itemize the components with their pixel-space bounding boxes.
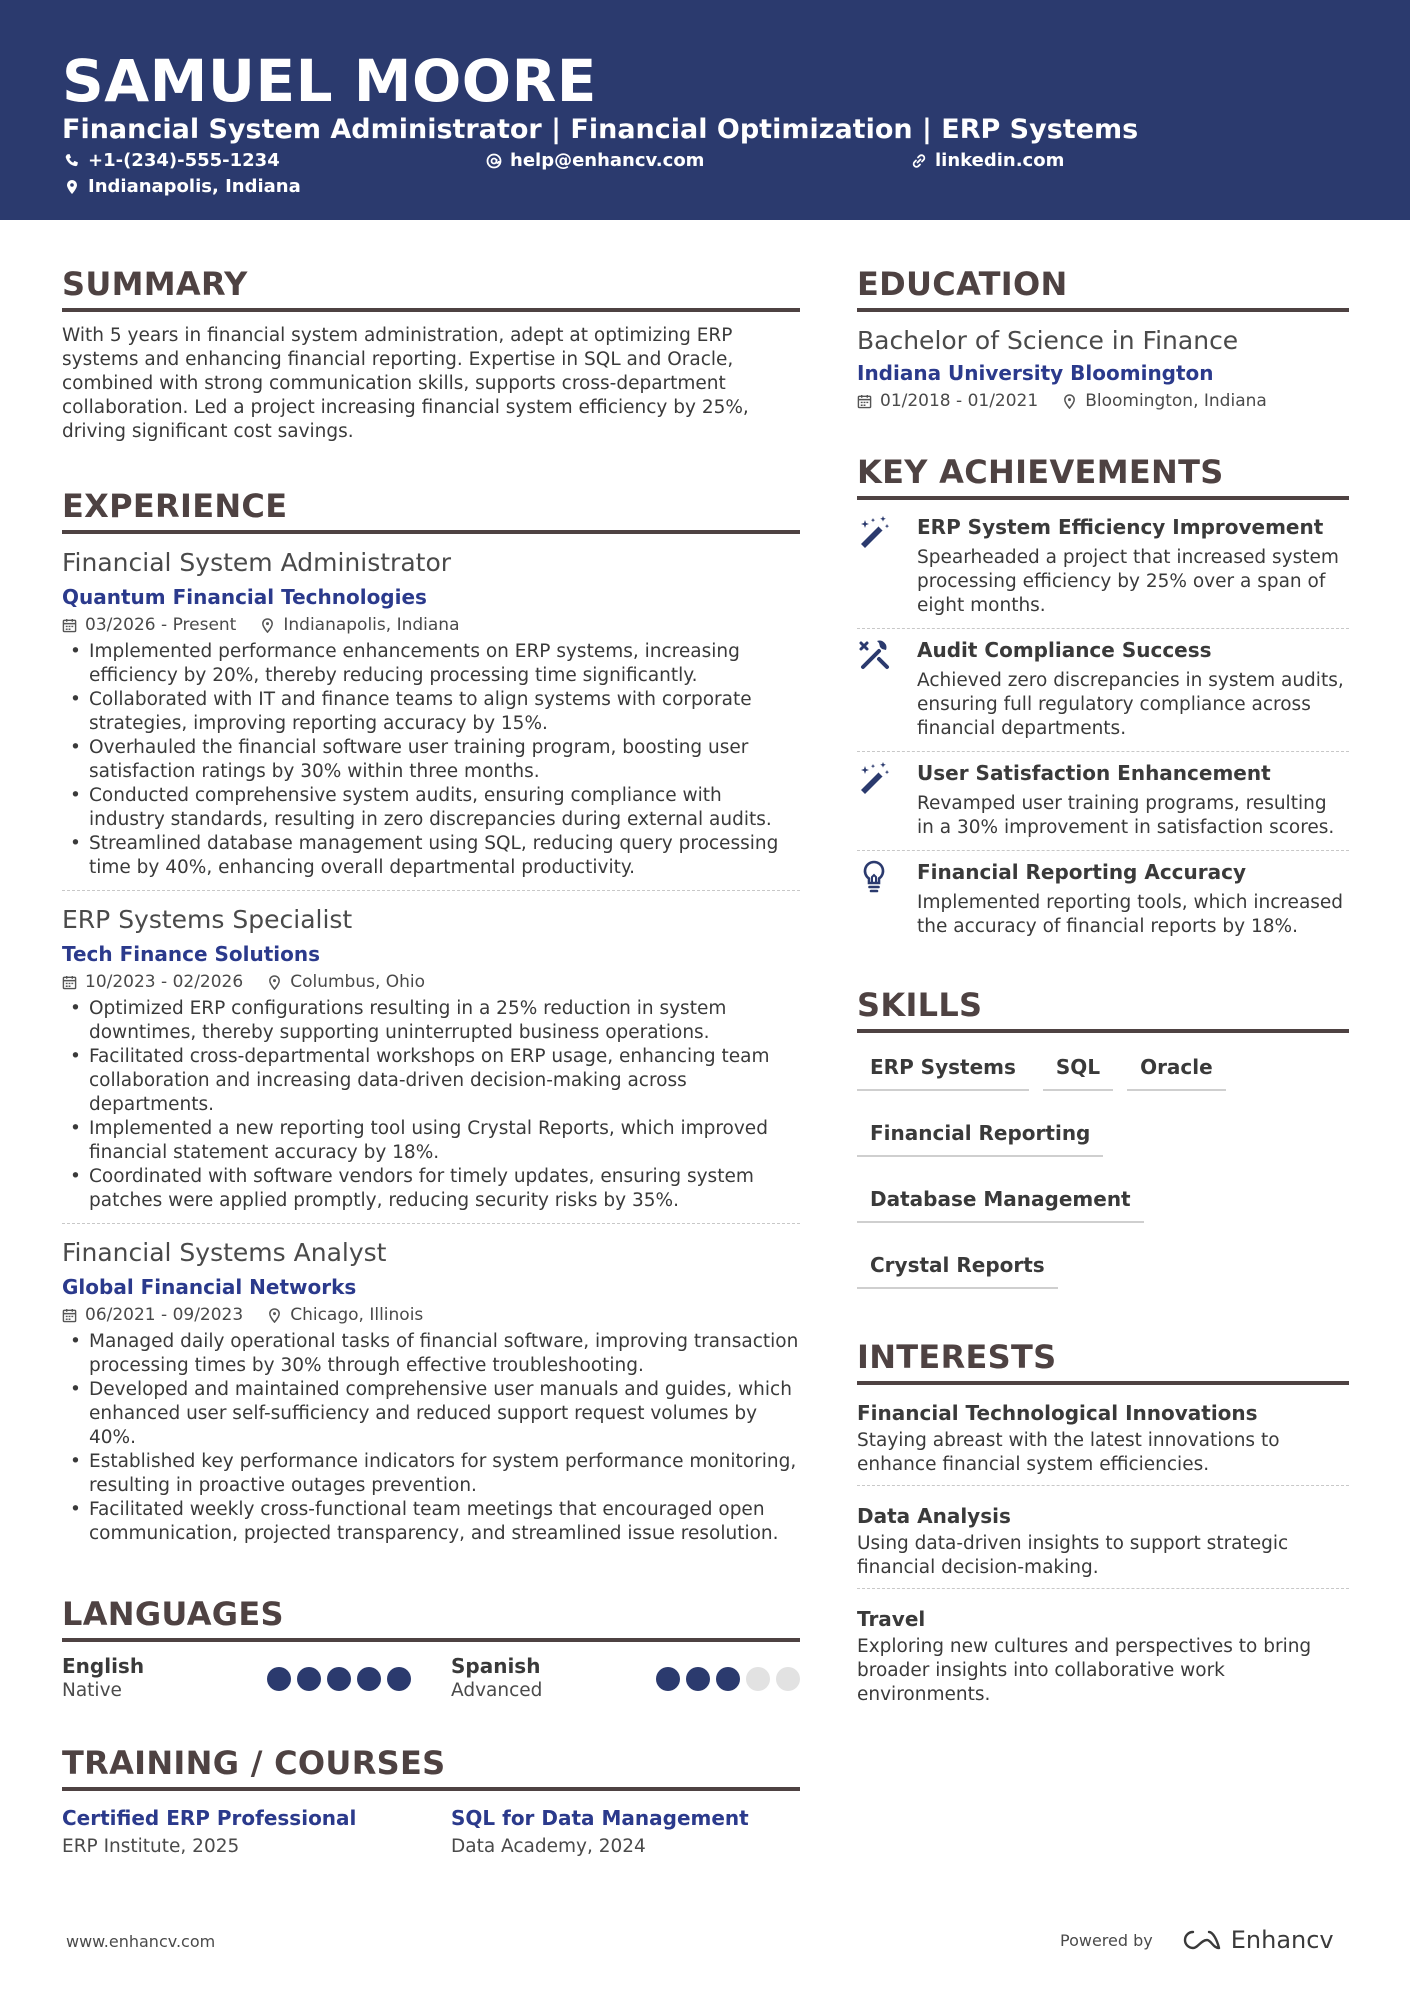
company-name: Global Financial Networks — [62, 1275, 357, 1299]
experience-section — [62, 484, 800, 1556]
location-pin-icon — [267, 1308, 282, 1323]
location-pin-icon — [267, 975, 282, 990]
left-column — [62, 262, 800, 1901]
magic-wand-icon — [857, 760, 891, 794]
interest-item — [857, 1500, 1349, 1589]
location-text: Indianapolis, Indiana — [88, 176, 301, 197]
job-bullet: • Overhauled the financial software user training program, boosting user satisfaction ratings by 30% within three months. — [62, 736, 800, 784]
education-degree: Bachelor of Science in Finance — [857, 326, 1239, 355]
achievement-item — [857, 851, 1349, 949]
interest-desc: Exploring new cultures and perspectives to bring broader insights into collaborative work environments. — [857, 1636, 1312, 1705]
language-rating — [656, 1667, 800, 1691]
summary-text: With 5 years in financial system administration, adept at optimizing ERP systems and enhancing financial reporting. Expertise in SQL and Oracle, combined with strong communication skills, supports cross-department collaboration. Led a project increasing financial system efficiency by 25%, driving significant cost savings. — [62, 325, 749, 442]
course-detail: Data Academy, 2024 — [451, 1836, 646, 1857]
job-dates: 06/2021 - 09/2023 — [62, 1302, 243, 1328]
footer-branding — [1060, 1926, 1334, 1954]
interest-desc: Staying abreast with the latest innovations to enhance financial system efficiencies. — [857, 1430, 1280, 1475]
achievement-desc: Revamped user training programs, resulting in a 30% improvement in satisfaction scores. — [917, 793, 1335, 838]
tools-icon — [857, 637, 891, 671]
experience-list — [62, 546, 800, 1556]
achievement-desc: Achieved zero discrepancies in system audits, ensuring full regulatory compliance across financial departments. — [917, 670, 1344, 739]
job-location: Indianapolis, Indiana — [260, 612, 459, 638]
rating-dot — [686, 1667, 710, 1691]
rating-dot — [716, 1667, 740, 1691]
achievement-item — [857, 506, 1349, 629]
rating-dot — [746, 1667, 770, 1691]
achievement-body — [917, 758, 1349, 840]
achievements-list — [857, 506, 1349, 949]
education-dates: 01/2018 - 01/2021 — [857, 388, 1038, 414]
language-level: Advanced — [451, 1680, 543, 1701]
languages-section — [62, 1592, 800, 1703]
summary-section — [62, 262, 800, 444]
skill-tag: Crystal Reports — [857, 1243, 1058, 1289]
candidate-name: SAMUEL MOORE — [62, 47, 597, 115]
job-bullet: • Conducted comprehensive system audits, ensuring compliance with industry standards, resulting in zero discrepancies during external audits. — [62, 784, 800, 832]
interests-section — [857, 1335, 1349, 1715]
job-meta — [62, 1302, 800, 1328]
language-text — [62, 1654, 144, 1703]
job-dates: 10/2023 - 02/2026 — [62, 969, 243, 995]
achievement-title: ERP System Efficiency Improvement — [917, 515, 1324, 539]
job-title: Financial System Administrator — [62, 548, 452, 577]
training-heading: TRAINING / COURSES — [62, 1741, 800, 1791]
candidate-tagline: Financial System Administrator | Financial Optimization | ERP Systems — [62, 114, 1139, 145]
language-item — [451, 1654, 800, 1703]
education-meta — [857, 388, 1349, 414]
job-bullet: • Managed daily operational tasks of financial software, improving transaction processing times by 30% through effective troubleshooting. — [62, 1330, 800, 1378]
education-heading: EDUCATION — [857, 262, 1349, 312]
achievement-title: Audit Compliance Success — [917, 638, 1212, 662]
experience-item — [62, 546, 800, 891]
achievement-icon-wrap — [857, 758, 917, 840]
language-name: English — [62, 1654, 145, 1678]
language-rating — [267, 1667, 411, 1691]
job-bullet: • Coordinated with software vendors for timely updates, ensuring system patches were applied promptly, reducing security risks by 35%. — [62, 1165, 800, 1213]
language-name: Spanish — [451, 1654, 541, 1678]
interest-title: Data Analysis — [857, 1504, 1011, 1528]
enhancv-logo[interactable] — [1179, 1926, 1334, 1954]
right-column — [857, 262, 1349, 1755]
achievement-icon-wrap — [857, 857, 917, 939]
achievement-body — [917, 857, 1349, 939]
achievement-body — [917, 635, 1349, 741]
interests-heading: INTERESTS — [857, 1335, 1349, 1385]
achievement-item — [857, 629, 1349, 752]
achievements-section — [857, 450, 1349, 949]
language-level: Native — [62, 1680, 122, 1701]
rating-dot — [267, 1667, 291, 1691]
enhancv-logo-icon — [1179, 1928, 1223, 1952]
job-bullets — [62, 1330, 800, 1546]
achievement-icon-wrap — [857, 635, 917, 741]
interest-desc: Using data-driven insights to support strategic financial decision-making. — [857, 1533, 1289, 1578]
linkedin-text[interactable]: linkedin.com — [935, 150, 1065, 171]
job-bullet: • Established key performance indicators for system performance monitoring, resulting in proactive outages prevention. — [62, 1450, 800, 1498]
rating-dot — [297, 1667, 321, 1691]
skill-tag: Oracle — [1127, 1045, 1226, 1091]
contact-linkedin — [911, 149, 1064, 173]
contact-phone — [64, 149, 280, 173]
skills-section — [857, 983, 1349, 1309]
training-section — [62, 1741, 800, 1861]
achievement-title: Financial Reporting Accuracy — [917, 860, 1247, 884]
job-bullet: • Facilitated cross-departmental workshops on ERP usage, enhancing team collaboration and increasing data-driven decision-making across departments. — [62, 1045, 800, 1117]
language-item — [62, 1654, 451, 1703]
course-name: SQL for Data Management — [451, 1806, 749, 1830]
experience-heading: EXPERIENCE — [62, 484, 800, 534]
location-pin-icon — [260, 618, 275, 633]
calendar-icon — [62, 618, 77, 633]
language-text — [451, 1654, 542, 1703]
training-list — [62, 1803, 800, 1861]
interest-title: Financial Technological Innovations — [857, 1401, 1258, 1425]
course-item — [451, 1803, 800, 1861]
achievement-desc: Spearheaded a project that increased system processing efficiency by 25% over a span of eight months. — [917, 547, 1339, 616]
rating-dot — [656, 1667, 680, 1691]
achievements-heading: KEY ACHIEVEMENTS — [857, 450, 1349, 500]
rating-dot — [327, 1667, 351, 1691]
job-bullet: • Collaborated with IT and finance teams to align systems with corporate strategies, improving reporting accuracy by 15%. — [62, 688, 800, 736]
job-title: ERP Systems Specialist — [62, 905, 353, 934]
achievement-title: User Satisfaction Enhancement — [917, 761, 1271, 785]
email-text[interactable]: help@enhancv.com — [510, 150, 705, 171]
calendar-icon — [857, 394, 872, 409]
job-bullet: • Implemented performance enhancements on ERP systems, increasing efficiency by 20%, thereby reducing processing time significantly. — [62, 640, 800, 688]
course-item — [62, 1803, 451, 1861]
job-dates: 03/2026 - Present — [62, 612, 236, 638]
job-bullet: • Developed and maintained comprehensive user manuals and guides, which enhanced user self-sufficiency and reduced support request volumes by 40%. — [62, 1378, 800, 1450]
job-title: Financial Systems Analyst — [62, 1238, 387, 1267]
course-name: Certified ERP Professional — [62, 1806, 357, 1830]
achievement-item — [857, 752, 1349, 851]
job-bullet: • Implemented a new reporting tool using Crystal Reports, which improved financial statement accuracy by 18%. — [62, 1117, 800, 1165]
job-bullet: • Streamlined database management using SQL, reducing query processing time by 40%, enhancing overall departmental productivity. — [62, 832, 800, 880]
job-bullet: • Facilitated weekly cross-functional team meetings that encouraged open communication, projected transparency, and streamlined issue resolution. — [62, 1498, 800, 1546]
job-bullets — [62, 997, 800, 1213]
interests-list — [857, 1397, 1349, 1715]
contact-email — [486, 149, 704, 173]
skill-tag: SQL — [1043, 1045, 1113, 1091]
magic-wand-icon — [857, 514, 891, 548]
job-meta — [62, 969, 800, 995]
job-location: Columbus, Ohio — [267, 969, 425, 995]
skills-list — [857, 1045, 1349, 1309]
education-school: Indiana University Bloomington — [857, 361, 1214, 385]
link-icon — [911, 153, 927, 169]
achievement-desc: Implemented reporting tools, which increased the accuracy of financial reports by 18%. — [917, 892, 1344, 937]
job-meta — [62, 612, 800, 638]
skill-tag: ERP Systems — [857, 1045, 1029, 1091]
phone-text[interactable]: +1-(234)-555-1234 — [88, 150, 280, 171]
location-pin-icon — [64, 179, 80, 195]
course-detail: ERP Institute, 2025 — [62, 1836, 240, 1857]
languages-heading: LANGUAGES — [62, 1592, 800, 1642]
skill-tag: Financial Reporting — [857, 1111, 1103, 1157]
contact-location — [64, 175, 301, 199]
interest-item — [857, 1397, 1349, 1486]
powered-by-label: Powered by — [1060, 1930, 1153, 1950]
experience-item — [62, 903, 800, 1224]
experience-item — [62, 1236, 800, 1556]
phone-icon — [64, 153, 80, 169]
skill-tag: Database Management — [857, 1177, 1144, 1223]
interest-item — [857, 1603, 1349, 1715]
company-name: Quantum Financial Technologies — [62, 585, 427, 609]
achievement-body — [917, 512, 1349, 618]
calendar-icon — [62, 975, 77, 990]
summary-heading: SUMMARY — [62, 262, 800, 312]
achievement-icon-wrap — [857, 512, 917, 618]
rating-dot — [776, 1667, 800, 1691]
skills-heading: SKILLS — [857, 983, 1349, 1033]
location-pin-icon — [1062, 394, 1077, 409]
education-section — [857, 262, 1349, 414]
footer-website[interactable]: www.enhancv.com — [66, 1932, 216, 1951]
enhancv-logo-text: Enhancv — [1230, 1926, 1334, 1954]
rating-dot — [387, 1667, 411, 1691]
rating-dot — [357, 1667, 381, 1691]
languages-list — [62, 1654, 800, 1703]
lightbulb-icon — [857, 859, 891, 893]
job-location: Chicago, Illinois — [267, 1302, 423, 1328]
education-location: Bloomington, Indiana — [1062, 388, 1267, 414]
resume-header — [0, 0, 1410, 220]
job-bullets — [62, 640, 800, 880]
calendar-icon — [62, 1308, 77, 1323]
at-icon — [486, 153, 502, 169]
job-bullet: • Optimized ERP configurations resulting in a 25% reduction in system downtimes, thereby supporting uninterrupted business operations. — [62, 997, 800, 1045]
company-name: Tech Finance Solutions — [62, 942, 321, 966]
interest-title: Travel — [857, 1607, 926, 1631]
